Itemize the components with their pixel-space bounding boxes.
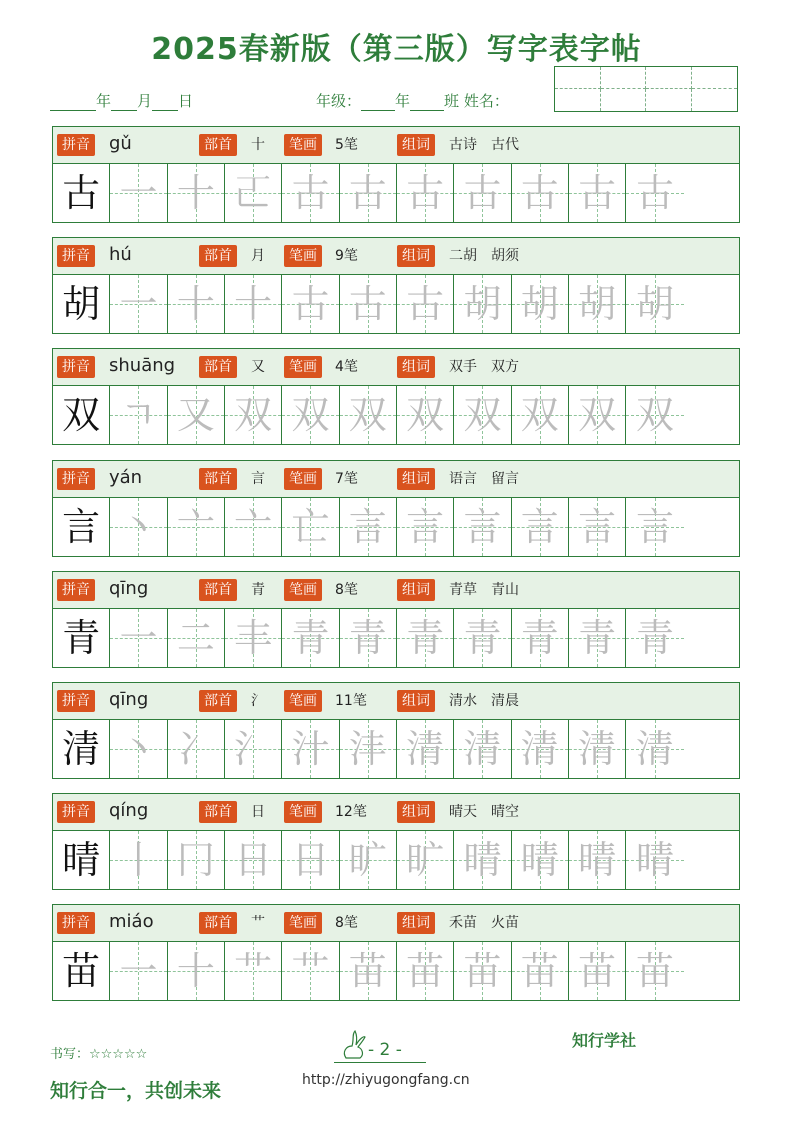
trace-char: 言 [520,505,559,549]
trace-char: 汁 [291,727,330,771]
strokes-tag: 笔画 [284,134,322,156]
trace-cell[interactable] [282,498,339,556]
writing-grid [53,386,739,444]
words-value: 语言 留言 [449,471,519,487]
trace-char: 清 [635,727,674,771]
pinyin-tag: 拼音 [57,245,95,267]
pinyin-value: miáo [109,911,154,932]
trace-cell[interactable] [340,609,397,667]
trace-cell[interactable] [168,386,225,444]
trace-cell[interactable] [110,498,167,556]
trace-char: 青 [348,616,387,660]
trace-char: 青 [520,616,559,660]
trace-char: 古 [520,171,559,215]
words-value: 晴天 晴空 [449,804,519,820]
trace-cell[interactable] [110,164,167,222]
char-block [52,571,740,668]
trace-char: 亡 [291,505,330,549]
trace-cell[interactable] [626,164,683,222]
radical-tag: 部首 [199,356,237,378]
trace-cell[interactable] [397,498,454,556]
model-char-cell [53,609,110,667]
trace-char: 苗 [520,949,559,993]
pinyin-tag: 拼音 [57,690,95,712]
trace-cell[interactable] [454,498,511,556]
trace-cell[interactable] [454,275,511,333]
trace-cell[interactable] [397,609,454,667]
radical-value: 氵 [251,693,265,709]
char-header [53,905,739,942]
words-value: 二胡 胡须 [449,248,519,264]
model-char-cell [53,942,110,1000]
trace-cell[interactable] [340,498,397,556]
month-blank[interactable] [111,96,137,111]
model-char-cell [53,164,110,222]
words-tag: 组词 [397,468,435,490]
trace-char: 双 [463,393,502,437]
trace-cell[interactable] [110,386,167,444]
trace-cell[interactable] [512,609,569,667]
trace-cell[interactable] [225,498,282,556]
grade-label: 年级： [316,92,362,110]
trace-char: 十 [176,171,215,215]
model-char-cell [53,386,110,444]
trace-char: 青 [578,616,617,660]
trace-cell[interactable] [282,831,339,889]
trace-cell[interactable] [110,609,167,667]
trace-char: 青 [406,616,445,660]
trace-cell[interactable] [512,386,569,444]
strokes-tag: 笔画 [284,579,322,601]
trace-cell[interactable] [397,164,454,222]
trace-cell[interactable] [225,720,282,778]
strokes-value: 5笔 [335,137,358,153]
model-char: 古 [62,171,101,215]
trace-char: 一 [119,949,158,993]
class-label: 班 [444,92,460,110]
trace-char: 言 [635,505,674,549]
char-header [53,238,739,275]
trace-char: 丶 [119,505,158,549]
trace-char: 古 [463,171,502,215]
name-grid[interactable] [554,66,738,112]
trace-cell[interactable] [168,720,225,778]
radical-tag: 部首 [199,579,237,601]
words-value: 青草 青山 [449,582,519,598]
trace-cell[interactable] [569,942,626,1000]
char-header [53,794,739,831]
model-char: 胡 [62,282,101,326]
trace-cell[interactable] [512,942,569,1000]
model-char: 苗 [62,949,101,993]
trace-cell[interactable] [282,609,339,667]
trace-cell[interactable] [340,831,397,889]
trace-char: 言 [406,505,445,549]
trace-char: 双 [406,393,445,437]
trace-char: 胡 [635,282,674,326]
trace-char: 双 [234,393,273,437]
trace-cell[interactable] [282,942,339,1000]
trace-cell[interactable] [512,164,569,222]
pinyin-value: qīng [109,689,149,710]
radical-tag: 部首 [199,134,237,156]
words-tag: 组词 [397,912,435,934]
words-value: 禾苗 火苗 [449,915,519,931]
pinyin-tag: 拼音 [57,579,95,601]
trace-char: 十 [176,949,215,993]
pinyin-value: hú [109,244,132,265]
model-char: 清 [62,727,101,771]
trace-char: 亠 [234,505,273,549]
trace-cell[interactable] [225,609,282,667]
trace-char: 十 [176,282,215,326]
grade-line [316,90,509,111]
trace-cell[interactable] [225,164,282,222]
words-tag: 组词 [397,690,435,712]
trace-char: 晴 [578,838,617,882]
trace-char: 古 [348,282,387,326]
trace-char: 又 [176,393,215,437]
trace-cell[interactable] [626,609,683,667]
char-block [52,682,740,779]
model-char-cell [53,720,110,778]
trace-cell[interactable] [282,164,339,222]
trace-cell[interactable] [168,164,225,222]
trace-cell[interactable] [626,275,683,333]
trace-cell[interactable] [626,720,683,778]
trace-char: 古 [291,282,330,326]
trace-char: 青 [635,616,674,660]
trace-char: 言 [348,505,387,549]
day-label: 日 [178,92,194,110]
trace-char: 苗 [635,949,674,993]
day-blank[interactable] [152,96,178,111]
trace-char: 丶 [119,727,158,771]
trace-char: 晴 [520,838,559,882]
strokes-value: 7笔 [335,471,358,487]
trace-char: 旷 [348,838,387,882]
words-tag: 组词 [397,579,435,601]
writing-grid [53,720,739,778]
trace-char: 艹 [291,949,330,993]
strokes-value: 9笔 [335,248,358,264]
radical-value: 十 [251,137,265,153]
trace-char: 双 [520,393,559,437]
trace-cell[interactable] [168,942,225,1000]
rating: 书写：☆☆☆☆☆ [50,1047,148,1062]
trace-cell[interactable] [282,275,339,333]
trace-cell[interactable] [397,275,454,333]
trace-cell[interactable] [340,275,397,333]
trace-char: 一 [119,282,158,326]
year-label: 年 [96,92,112,110]
trace-cell[interactable] [168,498,225,556]
trace-cell[interactable] [225,942,282,1000]
model-char: 双 [62,393,101,437]
trace-char: 𠀀 [234,171,273,215]
trace-cell[interactable] [454,831,511,889]
radical-tag: 部首 [199,245,237,267]
trace-cell[interactable] [397,386,454,444]
trace-char: 二 [176,616,215,660]
model-char: 言 [62,505,101,549]
char-header [53,349,739,386]
trace-char: 清 [578,727,617,771]
trace-cell[interactable] [340,386,397,444]
char-block [52,793,740,890]
brand-name: 知行学社 [572,1031,637,1050]
grade-year-label: 年 [395,92,411,110]
pinyin-value: qíng [109,800,149,821]
trace-char: 一 [119,171,158,215]
trace-char: 古 [635,171,674,215]
model-char: 青 [62,616,101,660]
radical-tag: 部首 [199,912,237,934]
char-header [53,127,739,164]
page-number: - 2 - [368,1040,402,1060]
radical-value: 青 [251,582,265,598]
trace-char: 古 [406,171,445,215]
trace-char: 青 [291,616,330,660]
model-char-cell [53,831,110,889]
trace-cell[interactable] [168,609,225,667]
trace-cell[interactable] [225,386,282,444]
trace-cell[interactable] [168,275,225,333]
pinyin-tag: 拼音 [57,356,95,378]
trace-char: 胡 [520,282,559,326]
pinyin-tag: 拼音 [57,468,95,490]
trace-char: 苗 [463,949,502,993]
char-block [52,348,740,445]
trace-char: 苗 [578,949,617,993]
trace-char: 古 [406,282,445,326]
trace-char: 青 [463,616,502,660]
strokes-tag: 笔画 [284,245,322,267]
trace-cell[interactable] [282,386,339,444]
trace-cell[interactable] [569,386,626,444]
trace-char: 一 [119,616,158,660]
trace-char: 苗 [348,949,387,993]
trace-char: 双 [635,393,674,437]
trace-char: 双 [578,393,617,437]
trace-cell[interactable] [512,720,569,778]
strokes-value: 8笔 [335,582,358,598]
char-block [52,460,740,557]
trace-cell[interactable] [626,498,683,556]
trace-cell[interactable] [225,831,282,889]
trace-cell[interactable] [110,942,167,1000]
trace-cell[interactable] [110,720,167,778]
trace-char: 言 [463,505,502,549]
trace-char: 双 [348,393,387,437]
trace-cell[interactable] [569,164,626,222]
strokes-value: 8笔 [335,915,358,931]
strokes-tag: 笔画 [284,468,322,490]
radical-tag: 部首 [199,468,237,490]
words-value: 清水 清晨 [449,693,519,709]
trace-cell[interactable] [512,831,569,889]
trace-char: 古 [291,171,330,215]
pinyin-tag: 拼音 [57,912,95,934]
trace-cell[interactable] [569,831,626,889]
pinyin-value: gǔ [109,133,132,154]
trace-char: 沣 [348,727,387,771]
pinyin-tag: 拼音 [57,801,95,823]
trace-char: 丨 [119,838,158,882]
strokes-value: 4笔 [335,359,358,375]
strokes-tag: 笔画 [284,801,322,823]
char-header [53,572,739,609]
trace-char: 清 [406,727,445,771]
site-url[interactable]: http://zhiyugongfang.cn [302,1072,470,1088]
radical-value: 言 [251,471,265,487]
grade-year-blank[interactable] [361,96,395,111]
char-block [52,126,740,223]
writing-grid [53,942,739,1000]
trace-cell[interactable] [512,275,569,333]
char-header [53,683,739,720]
trace-cell[interactable] [454,164,511,222]
name-label: 姓名： [463,92,509,110]
trace-char: 冫 [176,727,215,771]
strokes-value: 11笔 [335,693,367,709]
radical-value: 又 [251,359,265,375]
class-blank[interactable] [410,96,444,111]
writing-grid [53,164,739,222]
char-block [52,237,740,334]
trace-cell[interactable] [282,720,339,778]
date-line [50,90,193,111]
trace-char: 清 [463,727,502,771]
model-char-cell [53,498,110,556]
trace-char: 古 [578,171,617,215]
trace-cell[interactable] [569,720,626,778]
words-tag: 组词 [397,245,435,267]
writing-grid [53,609,739,667]
char-header [53,461,739,498]
trace-char: 旷 [406,838,445,882]
writing-grid [53,275,739,333]
trace-char: 日 [291,838,330,882]
trace-cell[interactable] [340,942,397,1000]
trace-cell[interactable] [626,942,683,1000]
radical-tag: 部首 [199,801,237,823]
model-char-cell [53,275,110,333]
trace-char: 苗 [406,949,445,993]
words-tag: 组词 [397,356,435,378]
trace-char: 晴 [463,838,502,882]
motto: 知行合一，共创未来 [50,1080,222,1102]
trace-char: 胡 [463,282,502,326]
pinyin-tag: 拼音 [57,134,95,156]
footer-divider [334,1062,426,1063]
year-blank[interactable] [50,96,96,111]
pinyin-value: qīng [109,578,149,599]
words-tag: 组词 [397,134,435,156]
trace-cell[interactable] [512,498,569,556]
page-title: 2025春新版（第三版）写字表字帖 [151,32,642,67]
trace-char: 言 [578,505,617,549]
trace-cell[interactable] [397,831,454,889]
strokes-tag: 笔画 [284,356,322,378]
radical-value: 月 [251,248,265,264]
trace-cell[interactable] [397,942,454,1000]
trace-cell[interactable] [454,942,511,1000]
trace-char: 古 [348,171,387,215]
model-char: 晴 [62,838,101,882]
trace-cell[interactable] [225,275,282,333]
radical-tag: 部首 [199,690,237,712]
month-label: 月 [137,92,153,110]
trace-cell[interactable] [454,386,511,444]
trace-cell[interactable] [454,720,511,778]
trace-cell[interactable] [110,275,167,333]
trace-cell[interactable] [626,831,683,889]
radical-value: 艹 [251,915,265,931]
trace-char: 亠 [176,505,215,549]
char-block [52,904,740,1001]
strokes-tag: 笔画 [284,912,322,934]
radical-value: 日 [251,804,265,820]
trace-char: 丰 [234,616,273,660]
trace-cell[interactable] [110,831,167,889]
trace-char: 艹 [234,949,273,993]
trace-char: 日 [234,838,273,882]
pinyin-value: yán [109,467,143,488]
trace-char: 冂 [176,838,215,882]
trace-char: ㄱ [120,393,157,437]
words-value: 双手 双方 [449,359,519,375]
trace-char: 晴 [635,838,674,882]
strokes-tag: 笔画 [284,690,322,712]
trace-char: 十 [234,282,273,326]
trace-cell[interactable] [340,164,397,222]
words-tag: 组词 [397,801,435,823]
trace-char: 氵 [234,727,273,771]
writing-grid [53,831,739,889]
trace-cell[interactable] [569,275,626,333]
trace-cell[interactable] [569,498,626,556]
trace-cell[interactable] [569,609,626,667]
strokes-value: 12笔 [335,804,367,820]
trace-char: 清 [520,727,559,771]
trace-cell[interactable] [626,386,683,444]
writing-grid [53,498,739,556]
trace-cell[interactable] [454,609,511,667]
words-value: 古诗 古代 [449,137,519,153]
trace-char: 胡 [578,282,617,326]
trace-cell[interactable] [340,720,397,778]
trace-cell[interactable] [168,831,225,889]
trace-cell[interactable] [397,720,454,778]
trace-char: 双 [291,393,330,437]
pinyin-value: shuāng [109,355,176,376]
